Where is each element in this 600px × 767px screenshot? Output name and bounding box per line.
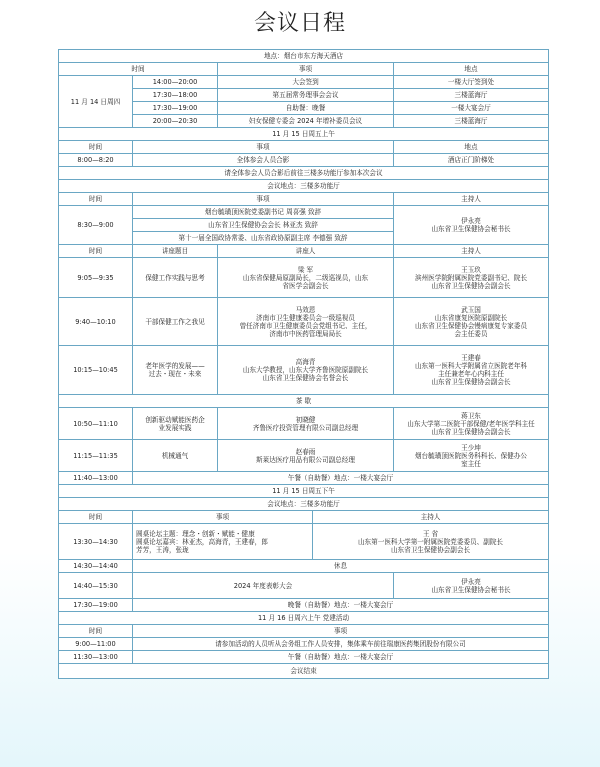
activity-time: 9:00—11:00 [59,638,133,651]
lecture-time: 9:05—9:35 [59,258,133,298]
day1-row-time: 17:30—19:00 [133,102,218,115]
lecture-host [394,298,549,346]
lecture-time: 10:15—10:45 [59,346,133,395]
host-line: 会主任委员 [454,329,488,338]
speaker-line: 马效恩 [295,305,316,314]
lecture-topic [133,440,218,472]
day1-row-time: 17:30—18:00 [133,89,218,102]
lecture-row [59,258,549,298]
opening-speech: 第十一届全国政协常委、山东省政协原副主席 李德强 致辞 [133,232,394,245]
header-time: 时间 [59,141,133,154]
award-host [394,573,549,599]
venue-row: 地点：烟台市东方海天酒店 [59,50,549,63]
dinner-time: 17:30—19:00 [59,599,133,612]
speaker-line: 初晓健 [295,415,316,424]
host-line: 王玉玖 [461,265,481,274]
host-line: 山东第一医科大学第一附属医院党委委员、副院长 [357,537,504,546]
header-time: 时间 [59,193,133,206]
day1-row-place: 一楼大厅签到处 [394,76,549,89]
day3-band: 11 月 16 日周六上午 党建活动 [59,612,549,625]
host-line: 主任兼老年心内科主任 [438,370,504,378]
lecture-speaker [218,258,394,298]
host-line: 山东省卫生保健协会副会长 [431,378,511,386]
header-host: 主持人 [394,193,549,206]
speaker-line: 梁 军 [297,265,314,274]
host-line: 山东省卫生保健协会慢病康复专家委员 [414,321,528,330]
header-place: 地点 [394,63,549,76]
lecture-row [59,298,549,346]
page-title: 会议日程 [253,11,346,36]
lunch-time: 11:40—13:00 [59,472,133,485]
host-line: 室主任 [461,459,481,468]
header-host: 主持人 [394,245,549,258]
award-item: 2024 年度表彰大会 [133,573,394,599]
forum-line: 圆桌论坛主题：理念・创新・赋能・健康 [136,529,255,538]
lecture-host [394,346,549,395]
lecture-host [394,440,549,472]
lecture-host [394,408,549,440]
topic-line: 干部保健工作之我见 [145,317,205,326]
header-item: 事项 [133,511,313,524]
forum-host [313,524,549,560]
day3-lunch-text: 午餐（自助餐）地点：一楼大宴会厅 [133,651,549,664]
host-line: 蒋卫东 [461,411,481,420]
speaker-line: 山东省卫生保健协会名誉会长 [262,374,349,382]
day1-row-time: 14:00—20:00 [133,76,218,89]
forum-time: 13:30—14:30 [59,524,133,560]
speaker-line: 济南市卫生健康委员会一级巡视员 [256,313,355,322]
speaker-line: 山东大学教授，山东大学齐鲁医院原副院长 [242,366,369,374]
day2pm-band: 11 月 15 日周五下午 [59,485,549,498]
lecture-topic [133,298,218,346]
day1-date: 11 月 14 日周四 [59,76,133,128]
pm-venue: 会议地点：三楼多功能厅 [59,498,549,511]
opening-speech: 烟台毓璜顶医院党委副书记 周喜强 致辞 [133,206,394,219]
lecture-topic [133,408,218,440]
dinner-text: 晚餐（自助餐）地点：一楼大宴会厅 [133,599,549,612]
forum-line: 圆桌论坛嘉宾：林亚杰，高海青，王建春，郎 [136,537,268,546]
topic-line: 过去・现在・未来 [148,370,202,378]
activity-text: 请参加活动的人员听从会务组工作人员安排，集体乘车前往瑞康医药集团股份有限公司 [133,638,549,651]
speaker-line: 高海青 [295,358,316,366]
speaker-line: 曾任济南市卫生健康委员会党组书记、主任， [239,321,372,330]
lecture-speaker [218,346,394,395]
day2am-band: 11 月 15 日周五上午 [59,128,549,141]
speaker-line: 赵春雨 [295,447,316,456]
header-topic: 讲座题目 [133,245,218,258]
host-line: 王 省 [422,529,439,538]
topic-line: 机械通气 [161,451,189,460]
host-line: 山东省卫生保健协会副会长 [431,281,511,290]
photo-time: 8:00—8:20 [59,154,133,167]
host-line: 山东省卫生保健协会副会长 [431,427,511,436]
speaker-line: 省医学会副会长 [282,281,329,290]
photo-place: 酒店正门阶梯处 [394,154,549,167]
lecture-time: 11:15—11:35 [59,440,133,472]
host-line: 山东省康复医院原副院长 [434,313,508,322]
topic-line: 业发展实践 [158,423,192,432]
am-venue: 会议地点：三楼多功能厅 [59,180,549,193]
host-line: 烟台毓璜顶医院医务科科长、保健办公 [414,451,528,460]
lecture-topic [133,346,218,395]
day1-row-item: 妇女保健专委会 2024 年增补委员会议 [218,115,394,128]
photo-item: 全体参会人员合影 [133,154,394,167]
lecture-row [59,408,549,440]
lecture-host [394,258,549,298]
tea-break: 茶 歇 [59,395,549,408]
host-line: 武玉国 [461,305,481,314]
schedule-table [58,49,549,679]
header-place: 地点 [394,141,549,154]
day1-row-time: 20:00—20:30 [133,115,218,128]
speaker-line: 山东省保健局原副局长，二级巡视员，山东 [242,273,369,282]
host-name: 伊永亮 [461,577,481,586]
host-line: 王建春 [461,354,481,362]
rest-text: 休息 [133,560,549,573]
speaker-line: 济南市中医药管理局局长 [269,329,342,338]
award-time: 14:40—15:30 [59,573,133,599]
lecture-time: 10:50—11:10 [59,408,133,440]
header-item: 事项 [133,141,394,154]
day1-row-place: 三楼蓝海厅 [394,115,549,128]
opening-time: 8:30—9:00 [59,206,133,245]
header-speaker: 讲座人 [218,245,394,258]
day1-row-item: 大会签到 [218,76,394,89]
header-item: 事项 [133,625,549,638]
host-line: 王少坤 [461,443,481,452]
host-line: 山东第一医科大学附属省立医院老年科 [414,362,528,370]
header-time: 时间 [59,625,133,638]
lecture-time: 9:40—10:10 [59,298,133,346]
header-time: 时间 [59,63,218,76]
lecture-speaker [218,440,394,472]
meeting-end: 会议结束 [59,664,549,679]
day1-row-item: 第五届常务理事会会议 [218,89,394,102]
header-item: 事项 [133,193,394,206]
forum-line: 芳芳，王涛，张珑 [136,545,189,554]
host-line: 滨州医学院附属医院党委副书记、院长 [414,273,528,282]
header-host: 主持人 [313,511,549,524]
host-title: 山东省卫生保健协会秘书长 [431,585,511,594]
lecture-row [59,440,549,472]
speaker-line: 齐鲁医疗投资管理有限公司副总经理 [252,423,359,432]
header-item: 事项 [218,63,394,76]
day3-lunch-time: 11:30—13:00 [59,651,133,664]
forum-item [133,524,313,560]
header-time: 时间 [59,511,133,524]
lecture-speaker [218,408,394,440]
topic-line: 老年医学的发展—— [145,362,205,370]
topic-line: 创新驱动赋能医药企 [145,415,205,424]
header-time: 时间 [59,245,133,258]
day1-row-place: 一楼大宴会厅 [394,102,549,115]
topic-line: 保健工作实践与思考 [145,273,205,282]
opening-speech: 山东省卫生保健协会会长 林亚杰 致辞 [133,219,394,232]
lecture-row [59,346,549,395]
host-line: 山东大学第二医院干部保健/老年医学科主任 [407,419,535,428]
speaker-line: 斯莱达医疗用品有限公司副总经理 [256,455,355,464]
lecture-topic [133,258,218,298]
day1-row-item: 自助餐：晚餐 [218,102,394,115]
host-name: 伊永亮 [461,217,481,225]
opening-host [394,206,549,245]
rest-time: 14:30—14:40 [59,560,133,573]
lunch-text: 午餐（自助餐）地点：一楼大宴会厅 [133,472,549,485]
host-title: 山东省卫生保健协会秘书长 [431,225,511,233]
host-line: 山东省卫生保健协会副会长 [390,545,471,554]
lecture-speaker [218,298,394,346]
day1-row-place: 三楼蓝海厅 [394,89,549,102]
photo-notice: 请全体参会人员合影后前往三楼多功能厅参加本次会议 [59,167,549,180]
